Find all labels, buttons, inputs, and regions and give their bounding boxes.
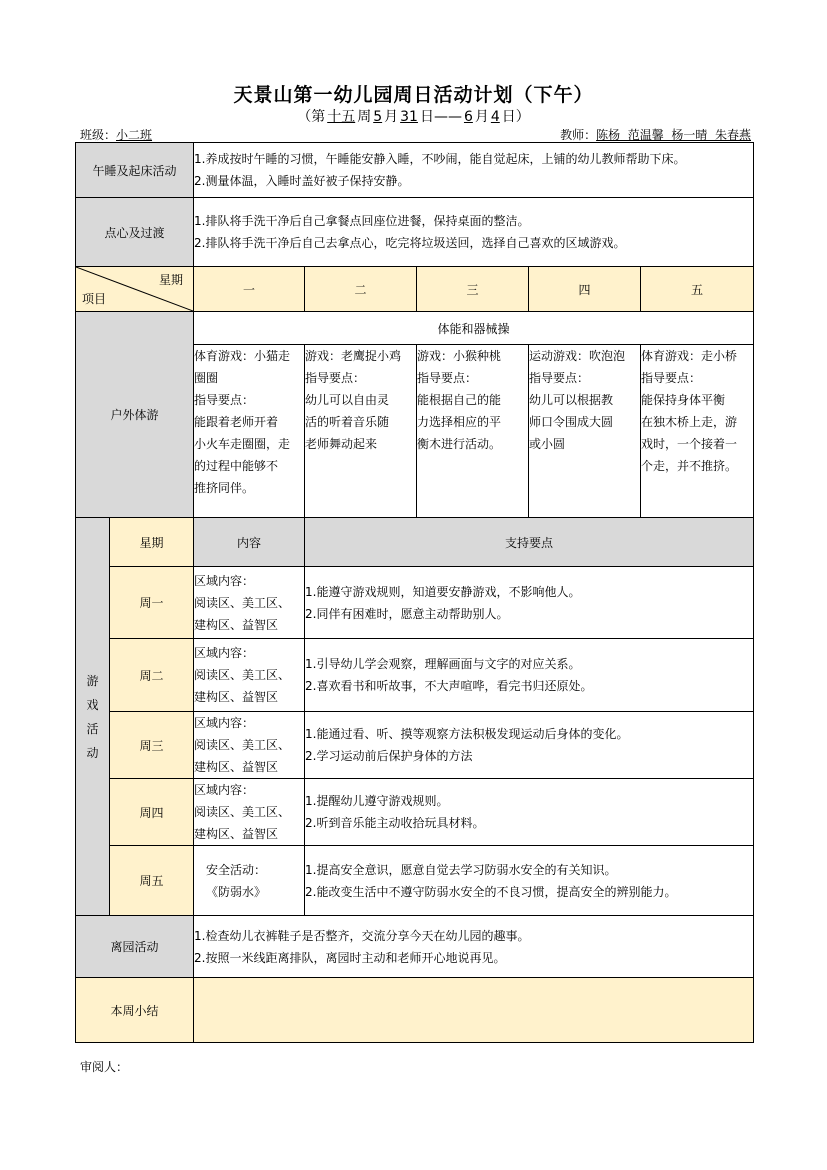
nap-line: 2.测量体温，入睡时盖好被子保持安静。 xyxy=(194,174,410,188)
snack-line: 2.排队将手洗干净后自己去拿点心，吃完将垃圾送回，选择自己喜欢的区域游戏。 xyxy=(194,236,626,250)
support-line: 2.同伴有困难时，愿意主动帮助别人。 xyxy=(305,606,509,621)
leave-label: 离园活动 xyxy=(76,916,194,978)
class-value: 小二班 xyxy=(116,128,153,142)
activity-line: 能跟着老师开着 xyxy=(194,415,279,429)
weekday-thu: 四 xyxy=(529,267,641,312)
activity-line: 能保持身体平衡 xyxy=(641,393,726,407)
activity-line: 指导要点： xyxy=(305,371,366,385)
games-row xyxy=(76,567,754,639)
content-line: 区域内容： xyxy=(194,783,255,797)
outdoor-label: 户外体游 xyxy=(76,312,194,518)
activity-line: 指导要点： xyxy=(194,393,255,407)
reviewer-label: 审阅人： xyxy=(80,1060,129,1074)
outdoor-activity-thu xyxy=(529,345,641,518)
support-line: 2.学习运动前后保护身体的方法 xyxy=(305,749,473,763)
activity-line: 体育游戏：走小桥 xyxy=(641,349,738,363)
games-col-support: 支持要点 xyxy=(305,518,754,567)
content-line: 阅读区、美工区、 xyxy=(194,595,291,610)
nap-label: 午睡及起床活动 xyxy=(76,143,194,198)
content-line: 建构区、益智区 xyxy=(194,827,279,841)
games-day: 周三 xyxy=(110,712,194,779)
activity-line: 或小圆 xyxy=(529,437,566,451)
games-section-label xyxy=(76,518,110,916)
activity-line: 幼儿可以根据教 xyxy=(529,393,614,407)
support-line: 1.提醒幼儿遵守游戏规则。 xyxy=(305,794,449,808)
end-day: 4 xyxy=(490,109,500,125)
date-range xyxy=(0,106,827,126)
content-line: 建构区、益智区 xyxy=(194,760,279,774)
summary-content[interactable] xyxy=(194,978,754,1043)
activity-line: 小火车走圈圈，走 xyxy=(194,437,291,451)
games-label-char: 戏 xyxy=(86,697,99,712)
corner-weekday-label: 星期 xyxy=(159,273,184,287)
outdoor-activity-fri xyxy=(641,345,754,518)
weekday-wed: 三 xyxy=(417,267,529,312)
summary-row xyxy=(76,978,754,1043)
end-month: 6 xyxy=(463,109,473,125)
day-label: 日） xyxy=(501,109,530,125)
games-day: 周一 xyxy=(110,567,194,639)
games-col-day: 星期 xyxy=(110,518,194,567)
games-content xyxy=(194,639,305,712)
content-line: 区域内容： xyxy=(194,716,255,730)
snack-content xyxy=(194,198,754,267)
games-content xyxy=(194,779,305,846)
class-info xyxy=(80,126,186,143)
games-content xyxy=(194,712,305,779)
activity-line: 指导要点： xyxy=(641,371,702,385)
support-line: 1.能遵守游戏规则，知道要安静游戏，不影响他人。 xyxy=(305,584,581,599)
week-suffix: 周 xyxy=(357,109,372,125)
weekday-mon: 一 xyxy=(194,267,305,312)
activity-line: 推挤同伴。 xyxy=(194,481,255,495)
leave-line: 2.按照一米线距离排队，离园时主动和老师开心地说再见。 xyxy=(194,950,506,965)
games-support xyxy=(305,712,754,779)
games-day: 周四 xyxy=(110,779,194,846)
activity-line: 圈圈 xyxy=(194,371,219,385)
games-label-char: 动 xyxy=(86,745,99,760)
activity-line: 师口令围成大圆 xyxy=(529,415,614,429)
activity-line: 衡木进行活动。 xyxy=(417,437,502,451)
games-support xyxy=(305,779,754,846)
games-day: 周五 xyxy=(110,846,194,916)
outdoor-activity-wed xyxy=(417,345,529,518)
activity-line: 运动游戏：吹泡泡 xyxy=(529,349,626,363)
date-prefix: （第 xyxy=(297,109,326,125)
leave-content xyxy=(194,916,754,978)
content-line: 区域内容： xyxy=(194,646,255,660)
support-line: 1.能通过看、听、摸等观察方法积极发现运动后身体的变化。 xyxy=(305,727,629,741)
activity-line: 个走，并不推挤。 xyxy=(641,459,738,473)
leave-row xyxy=(76,916,754,978)
games-support xyxy=(305,567,754,639)
activity-line: 的过程中能够不 xyxy=(194,459,279,473)
support-line: 2.喜欢看书和听故事，不大声喧哗，看完书归还原处。 xyxy=(305,679,593,693)
leave-line: 1.检查幼儿衣裤鞋子是否整齐，交流分享今天在幼儿园的趣事。 xyxy=(194,928,530,943)
weekday-header-row xyxy=(76,267,754,312)
day-label: 日—— xyxy=(419,109,462,125)
games-label-char: 活 xyxy=(86,721,99,736)
month-label: 月 xyxy=(384,109,399,125)
weekday-tue: 二 xyxy=(305,267,417,312)
content-line: 阅读区、美工区、 xyxy=(194,805,291,819)
corner-item-label: 项目 xyxy=(82,292,107,306)
outdoor-activity-tue xyxy=(305,345,417,518)
diagonal-header-cell xyxy=(76,267,194,312)
nap-row xyxy=(76,143,754,198)
outdoor-theme: 体能和器械操 xyxy=(194,312,754,345)
content-line: 区域内容： xyxy=(194,573,255,588)
activity-line: 在独木桥上走，游 xyxy=(641,415,738,429)
content-line: 《防弱水》 xyxy=(206,884,267,899)
activity-line: 活的听着音乐随 xyxy=(305,415,390,429)
activity-line: 戏时，一个接着一 xyxy=(641,437,738,451)
games-col-content: 内容 xyxy=(194,518,305,567)
activity-line: 游戏：小猴种桃 xyxy=(417,349,502,363)
teacher-label: 教师： xyxy=(560,128,597,142)
games-header-row xyxy=(76,518,754,567)
activity-line: 指导要点： xyxy=(529,371,590,385)
games-row xyxy=(76,639,754,712)
content-line: 建构区、益智区 xyxy=(194,690,279,704)
nap-line: 1.养成按时午睡的习惯，午睡能安静入睡，不吵闹，能自觉起床，上铺的幼儿教师帮助下床。 xyxy=(194,152,686,166)
content-line: 安全活动： xyxy=(206,862,267,877)
activity-plan-table xyxy=(75,142,754,1043)
support-line: 2.听到音乐能主动收拾玩具材料。 xyxy=(305,816,485,830)
start-month: 5 xyxy=(373,109,383,125)
activity-line: 力选择相应的平 xyxy=(417,415,502,429)
games-day: 周二 xyxy=(110,639,194,712)
games-support xyxy=(305,639,754,712)
summary-label: 本周小结 xyxy=(76,978,194,1043)
support-line: 1.提高安全意识，愿意自觉去学习防弱水安全的有关知识。 xyxy=(305,862,617,877)
activity-line: 体育游戏：小猫走 xyxy=(194,349,291,363)
games-row xyxy=(76,846,754,916)
weekday-fri: 五 xyxy=(641,267,754,312)
support-line: 2.能改变生活中不遵守防弱水安全的不良习惯，提高安全的辨别能力。 xyxy=(305,884,677,899)
activity-line: 能根据自己的能 xyxy=(417,393,502,407)
class-label: 班级： xyxy=(80,128,117,142)
page-title: 天景山第一幼儿园周日活动计划（下午） xyxy=(233,84,594,106)
support-line: 1.引导幼儿学会观察，理解画面与文字的对应关系。 xyxy=(305,657,581,671)
snack-line: 1.排队将手洗干净后自己拿餐点回座位进餐，保持桌面的整洁。 xyxy=(194,214,530,228)
teacher-value: 陈杨 范温馨 杨一晴 朱春燕 xyxy=(596,128,751,142)
outdoor-activity-mon xyxy=(194,345,305,518)
games-content xyxy=(194,846,305,916)
games-label-char: 游 xyxy=(86,673,99,688)
games-row xyxy=(76,712,754,779)
month-label: 月 xyxy=(474,109,489,125)
start-day: 31 xyxy=(400,109,418,125)
games-row xyxy=(76,779,754,846)
outdoor-theme-row xyxy=(76,312,754,345)
games-content xyxy=(194,567,305,639)
activity-line: 老师舞动起来 xyxy=(305,437,378,451)
activity-line: 幼儿可以自由灵 xyxy=(305,393,390,407)
teacher-info xyxy=(560,126,751,143)
nap-content xyxy=(194,143,754,198)
content-line: 阅读区、美工区、 xyxy=(194,668,291,682)
activity-line: 游戏：老鹰捉小鸡 xyxy=(305,349,402,363)
week-number: 十五 xyxy=(327,109,356,125)
games-support xyxy=(305,846,754,916)
snack-label: 点心及过渡 xyxy=(76,198,194,267)
content-line: 建构区、益智区 xyxy=(194,617,279,632)
content-line: 阅读区、美工区、 xyxy=(194,738,291,752)
activity-line: 指导要点： xyxy=(417,371,478,385)
snack-row xyxy=(76,198,754,267)
